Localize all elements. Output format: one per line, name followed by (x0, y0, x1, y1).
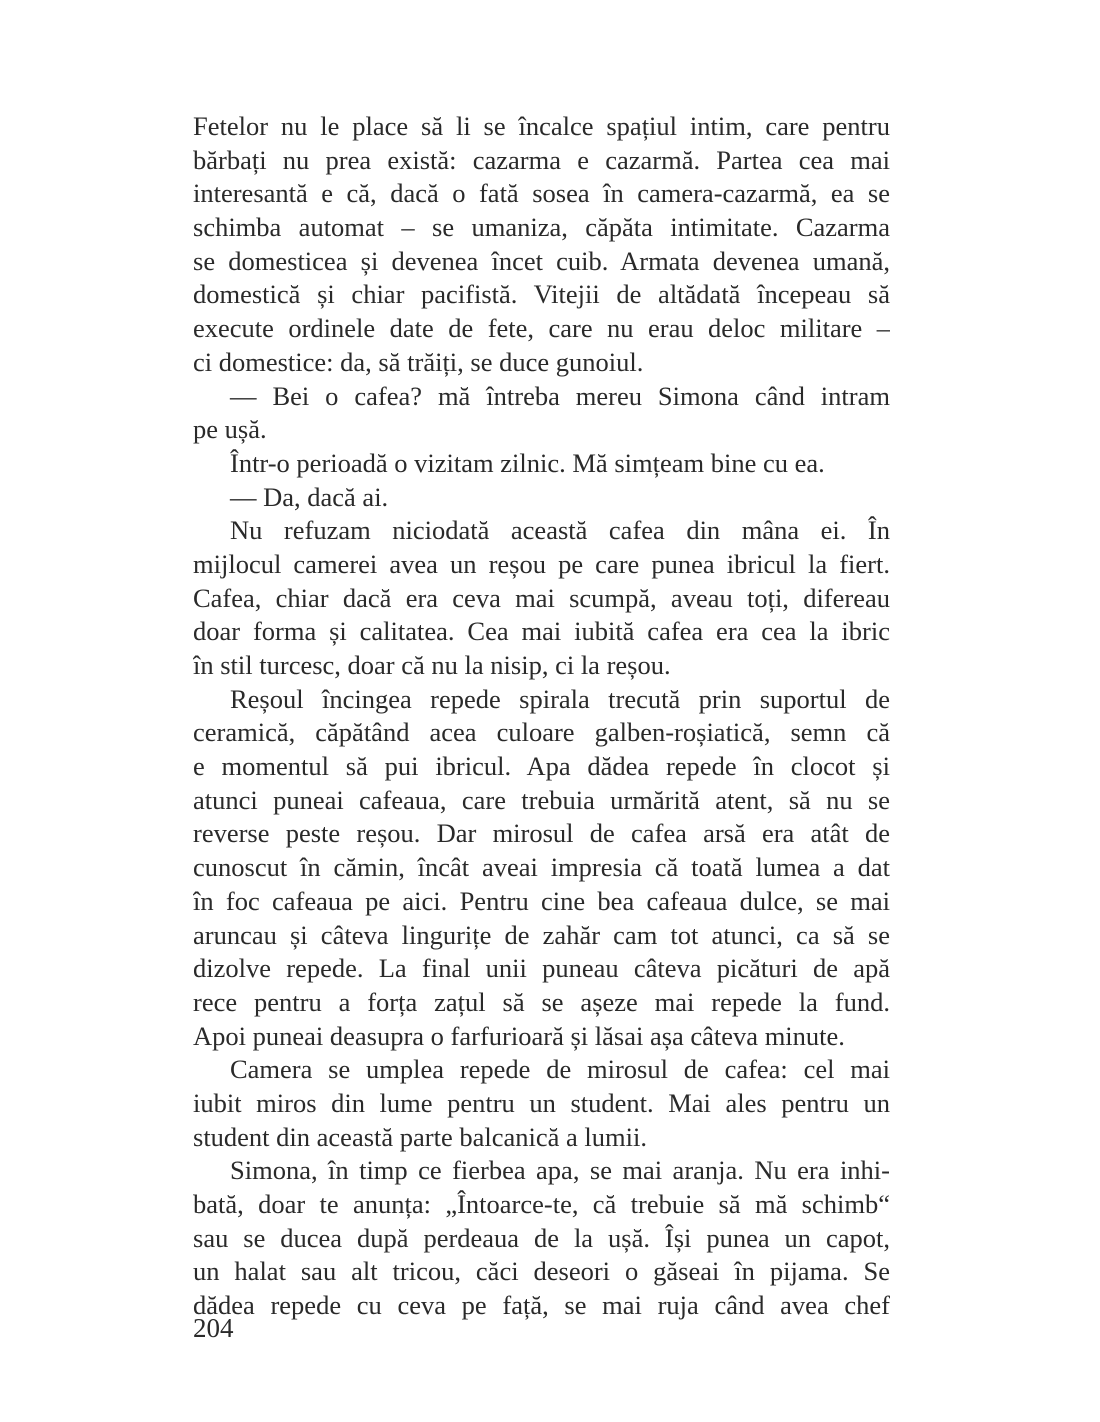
paragraph (193, 683, 890, 1054)
paragraph (193, 110, 890, 380)
text-line: execute ordinele date de fete, care nu erau deloc militare – (193, 313, 890, 344)
text-line: bată, doar te anunța: „Întoarce-te, că trebuie să mă schimb“ (193, 1189, 890, 1219)
text-line: e momentul să pui ibricul. Apa dădea repede în clocot și (193, 751, 890, 782)
text-line: iubit miros din lume pentru un student. Mai ales pentru un (193, 1087, 890, 1118)
text-line: dădea repede cu ceva pe față, se mai ruja când avea chef (193, 1290, 890, 1321)
text-line: pe ușă. (193, 414, 267, 445)
text-line: aruncau și câteva lingurițe de zahăr cam tot atunci, ca să se (193, 919, 890, 950)
text-line: interesantă e că, dacă o fată sosea în camera-cazarmă, ea se (193, 178, 890, 209)
text-line: un halat sau alt tricou, căci deseori o găseai în pijama. Se (193, 1256, 890, 1287)
text-line: Camera se umplea repede de mirosul de cafea: cel mai (230, 1054, 890, 1085)
text-line: domestică și chiar pacifistă. Vitejii de altădată începeau să (193, 279, 890, 310)
text-line: student din această parte balcanică a lumii. (193, 1121, 647, 1152)
paragraph (193, 447, 890, 481)
text-line: Cafea, chiar dacă era ceva mai scumpă, aveau toți, difereau (193, 582, 890, 613)
text-line: Apoi puneai deasupra o farfurioară și lăsai așa câteva minute. (193, 1020, 845, 1051)
text-line: ci domestice: da, să trăiți, se duce gunoiul. (193, 346, 644, 377)
text-line: bărbați nu prea există: cazarma e cazarmă. Partea cea mai (193, 144, 890, 175)
text-line: — Da, dacă ai. (230, 481, 389, 512)
paragraph (193, 514, 890, 682)
book-page-text (193, 110, 890, 1323)
text-line: Simona, în timp ce fierbea apa, se mai aranja. Nu era inhi- (230, 1155, 890, 1186)
text-line: Nu refuzam niciodată această cafea din mâna ei. În (230, 515, 890, 546)
page-number: 204 (193, 1313, 234, 1343)
text-line: cunoscut în cămin, încât aveai impresia că toată lumea a dat (193, 852, 890, 883)
paragraph (193, 481, 890, 515)
text-line: rece pentru a forța zațul să se așeze mai repede la fund. (193, 986, 890, 1017)
text-line: Reșoul încingea repede spirala trecută prin suportul de (230, 683, 890, 714)
text-line: mijlocul camerei avea un reșou pe care punea ibricul la fiert. (193, 548, 890, 579)
text-line: doar forma și calitatea. Cea mai iubită cafea era cea la ibric (193, 616, 890, 647)
text-line: sau se ducea după perdeaua de la ușă. Își punea un capot, (193, 1222, 890, 1253)
text-line: dizolve repede. La final unii puneau câteva picături de apă (193, 953, 890, 984)
paragraph (193, 1154, 890, 1322)
text-line: schimba automat – se umaniza, căpăta intimitate. Cazarma (193, 212, 890, 243)
text-line: — Bei o cafea? mă întreba mereu Simona când intram (230, 380, 890, 411)
text-line: Într-o perioadă o vizitam zilnic. Mă simțeam bine cu ea. (230, 447, 825, 478)
text-line: în foc cafeaua pe aici. Pentru cine bea cafeaua dulce, se mai (193, 885, 890, 916)
paragraph (193, 1053, 890, 1154)
text-line: reverse peste reșou. Dar mirosul de cafea arsă era atât de (193, 818, 890, 849)
text-line: se domesticea și devenea încet cuib. Armata devenea umană, (193, 245, 890, 276)
text-line: în stil turcesc, doar că nu la nisip, ci la reșou. (193, 650, 671, 680)
text-line: ceramică, căpătând acea culoare galben-roșiatică, semn că (193, 717, 890, 748)
text-line: atunci puneai cafeaua, care trebuia urmărită atent, să nu se (193, 784, 890, 815)
paragraph (193, 380, 890, 447)
text-line: Fetelor nu le place să li se încalce spațiul intim, care pentru (193, 111, 890, 141)
